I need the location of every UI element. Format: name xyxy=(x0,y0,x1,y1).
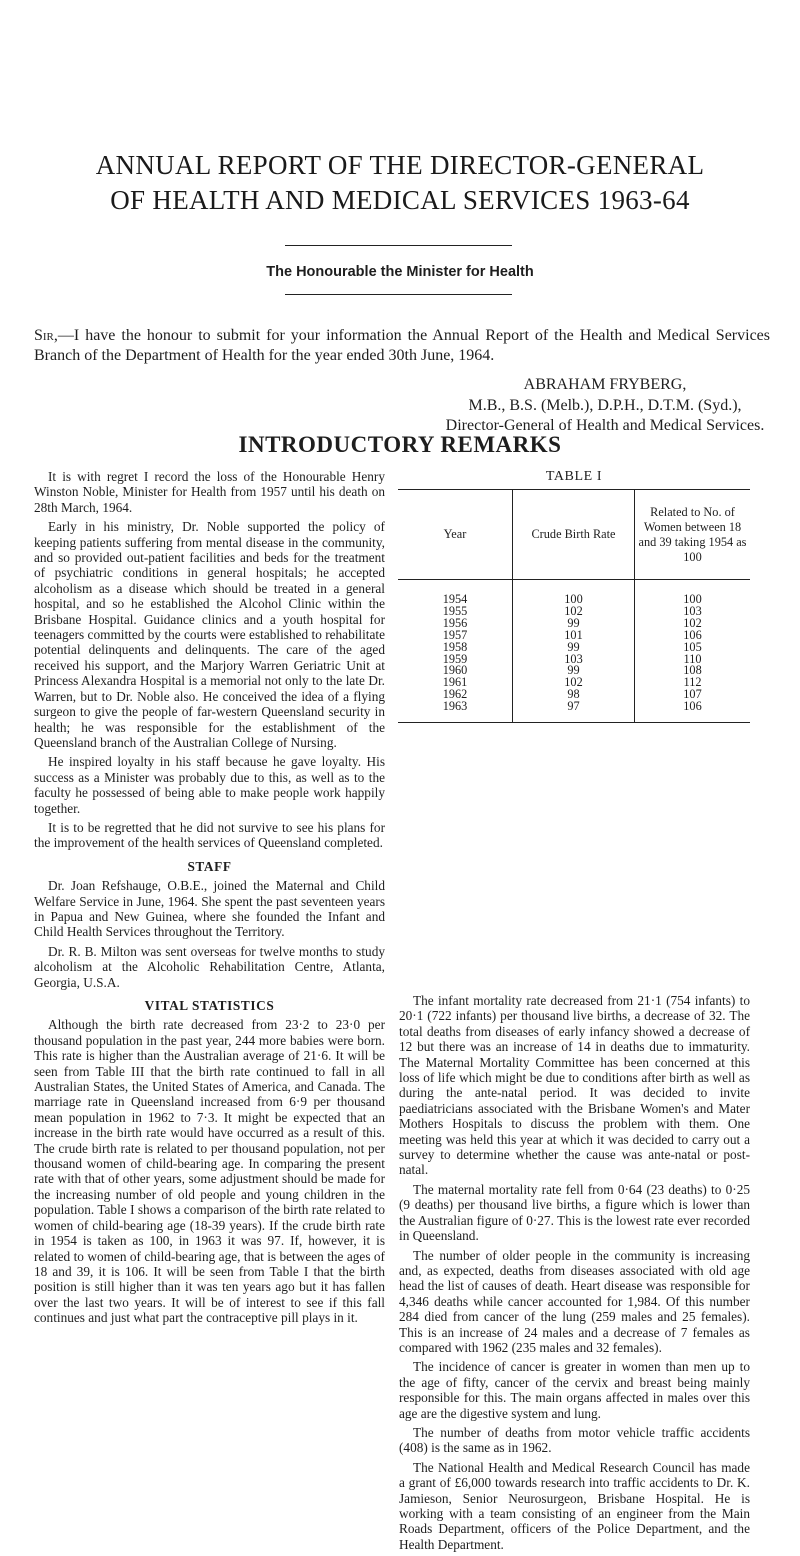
table-cell: 1955 xyxy=(442,603,468,618)
column-header: Related to No. of Women between 18 and 39 taking 1954 as 100 xyxy=(635,490,751,580)
right-column xyxy=(399,993,750,1556)
table-cell: 1959 xyxy=(442,651,468,666)
table-cell: 97 xyxy=(513,701,635,722)
signatory-name: ABRAHAM FRYBERG, xyxy=(523,376,687,393)
section-heading-introductory-remarks: INTRODUCTORY REMARKS xyxy=(238,432,562,457)
salutation: Sir, xyxy=(34,327,58,344)
table-cell: 1960 xyxy=(442,663,468,678)
table-cell: 101 xyxy=(513,630,635,642)
left-column xyxy=(34,469,385,1330)
table-cell: 99 xyxy=(513,665,635,677)
table-cell: 1954 xyxy=(442,592,468,606)
paragraph: He inspired loyalty in his staff because he gave loyalty. His success as a Minister was probably due to this, as well as to the faculty he possessed of being able to make people work happily together. xyxy=(34,754,385,816)
table-row xyxy=(398,580,750,606)
addressee: The Honourable the Minister for Health xyxy=(266,264,534,280)
report-title-line-2: OF HEALTH AND MEDICAL SERVICES 1963-64 xyxy=(110,185,690,215)
table-cell: 102 xyxy=(513,677,635,689)
column-header: Crude Birth Rate xyxy=(513,490,635,580)
paragraph: Dr. R. B. Milton was sent overseas for twelve months to study alcoholism at the Alcoholic Rehabilitation Centre, Atlanta, Georgia, U.S.A. xyxy=(34,943,385,990)
table-cell: 106 xyxy=(635,701,751,722)
paragraph: The incidence of cancer is greater in women than men up to the age of fifty, cancer of the cervix and breast being mainly responsible for this. The main organs affected in males over this age are the digestive system and lung. xyxy=(399,1359,750,1421)
paragraph: It is with regret I record the loss of the Honourable Henry Winston Noble, Minister for Health from 1957 until his death on 28th March, 1964. xyxy=(34,469,385,515)
paragraph: The number of older people in the community is increasing and, as expected, deaths from diseases associated with old age head the list of causes of death. Heart disease was responsible for 4,346 deaths while cancer accounted for 1,984. Of this number 284 died from cancer of the lung (259 males and 25 females). This is an increase of 24 males and a decrease of 7 females as compared with 1962 (235 males and 32 females). xyxy=(399,1247,750,1355)
table-cell: 98 xyxy=(513,689,635,701)
table-cell: 102 xyxy=(513,606,635,618)
column-header: Year xyxy=(398,490,513,580)
signatory-qualifications: M.B., B.S. (Melb.), D.P.H., D.T.M. (Syd.), xyxy=(468,396,742,414)
divider-bottom xyxy=(285,294,512,295)
section-heading-staff: STAFF xyxy=(187,858,232,874)
cover-letter xyxy=(34,326,770,366)
table-cell: 107 xyxy=(683,687,702,702)
paragraph: Early in his ministry, Dr. Noble supported the policy of keeping patients suffering from mental disease in the community, and so provided out-patient facilities and beds for the treatment of psychiatric conditions in general hospitals; he accepted alcoholism as a disease which should be treated in a general hospital, and so he established the Alcohol Clinic within the Brisbane Hospital. Guidance clinics and a youth hospital for teenagers committed by the courts were established to rehabilitate potential delinquents and delinquents. The care of the aged received his support, and the Marjory Warren Geriatric Unit at Princess Alexandra Hospital is a memorial not only to the late Dr. Warren, but to Dr. Noble also. He conceived the idea of a flying surgeon to give the people of far-western Queensland security in health; he was responsible for the establishment of the Queensland branch of the Australian College of Nursing. xyxy=(34,519,385,750)
signature-block xyxy=(435,375,775,437)
paragraph: It is to be regretted that he did not survive to see his plans for the improvement of the health services of Queensland completed. xyxy=(34,819,385,851)
section-heading-vital-statistics: VITAL STATISTICS xyxy=(144,998,275,1013)
paragraph: The maternal mortality rate fell from 0·64 (23 deaths) to 0·25 (9 deaths) per thousand live births, a figure which is lower than the Australian figure of 0·27. This is the lowest rate ever recorded in Queensland. xyxy=(399,1181,750,1244)
table-cell: 99 xyxy=(513,642,635,654)
table-cell: 1956 xyxy=(442,615,468,630)
table-cell: 112 xyxy=(683,675,702,690)
table-cell: 100 xyxy=(683,592,702,606)
table-row xyxy=(398,701,750,722)
paragraph: The infant mortality rate decreased from 21·1 (754 infants) to 20·1 (722 infants) per thousand live births, a decrease of 32. The total deaths from diseases of early infancy showed a decrease of 12 but there was an increase of 14 in deaths due to immaturity. The Maternal Mortality Committee has been concerned at this loss of life which might be due to conditions after birth as well as during the ante-natal period. It was decided to invite paediatricians associated with the Brisbane Women's and Mater Mothers Hospitals to discuss the problem with them. One meeting was held this year at which it was decided to carry out a survey to determine whether the cause was ante-natal or post-natal. xyxy=(399,993,750,1178)
table-cell: 103 xyxy=(513,654,635,666)
paragraph: Dr. Joan Refshauge, O.B.E., joined the Maternal and Child Welfare Service in June, 1964. She spent the past seventeen years in Papua and New Guinea, where she founded the Infant and Child Health Services throughout the Territory. xyxy=(34,878,385,940)
birth-rate-table xyxy=(398,489,750,723)
table-header-row xyxy=(398,490,750,580)
signatory-position: Director-General of Health and Medical Services. xyxy=(445,417,765,434)
table-cell: 110 xyxy=(683,651,702,666)
table-cell: 108 xyxy=(683,663,702,678)
table-body xyxy=(398,580,750,723)
table-cell: 102 xyxy=(683,615,702,630)
table-cell: 1963 xyxy=(398,701,513,722)
paragraph: The National Health and Medical Research Council has made a grant of £6,000 towards research into traffic accidents to Dr. K. Jamieson, Senior Neurosurgeon, Brisbane Hospital. He is working with a team consisting of an engineer from the Main Roads Department, officers of the Police Department, and the Health Department. xyxy=(399,1459,750,1552)
table-cell: 105 xyxy=(683,639,702,654)
report-title-line-1: ANNUAL REPORT OF THE DIRECTOR-GENERAL xyxy=(95,150,705,180)
table-cell: 1961 xyxy=(442,675,468,690)
table-cell: 1957 xyxy=(442,627,468,642)
paragraph: Although the birth rate decreased from 23·2 to 23·0 per thousand population in the past year, 244 more babies were born. This rate is higher than the Australian average of 21·6. It will be seen from Table III that the birth rate continued to fall in all Australian States, the United States of America, and Canada. The marriage rate in Queensland increased from 6·9 per thousand mean population in 1962 to 7·3. It might be expected that an increase in the birth rate would have occurred as a result of this. The crude birth rate is related to per thousand population, not per thousand women of child-bearing age. In comparing the present rate with that of other years, some adjustment should be made for the increasing number of old people and young children in the population. Table I shows a comparison of the birth rate related to women of child-bearing age (18-39 years). If the crude birth rate in 1954 is taken as 100, in 1963 it was 97. If, however, it is related to women of child-bearing age, that is between the ages of 18 and 39, it is 106. It will be seen from Table I that the birth position is still higher than it was ten years ago but it has fallen over the last two years. It will be of interest to see if this fall continues and just what part the contraceptive pill plays in it. xyxy=(34,1017,385,1326)
table-cell: 1962 xyxy=(442,687,468,702)
table-cell: 100 xyxy=(513,580,635,606)
table-title: TABLE I xyxy=(545,469,603,484)
letter-body: —I have the honour to submit for your information the Annual Report of the Health and Medical Services Branch of the Department of Health for the year ended 30th June, 1964. xyxy=(34,327,770,364)
divider-top xyxy=(285,245,512,246)
table-cell: 1958 xyxy=(442,639,468,654)
paragraph: The number of deaths from motor vehicle traffic accidents (408) is the same as in 1962. xyxy=(399,1424,750,1456)
table-cell: 103 xyxy=(683,603,702,618)
table-cell: 106 xyxy=(683,627,702,642)
table-cell: 99 xyxy=(513,618,635,630)
